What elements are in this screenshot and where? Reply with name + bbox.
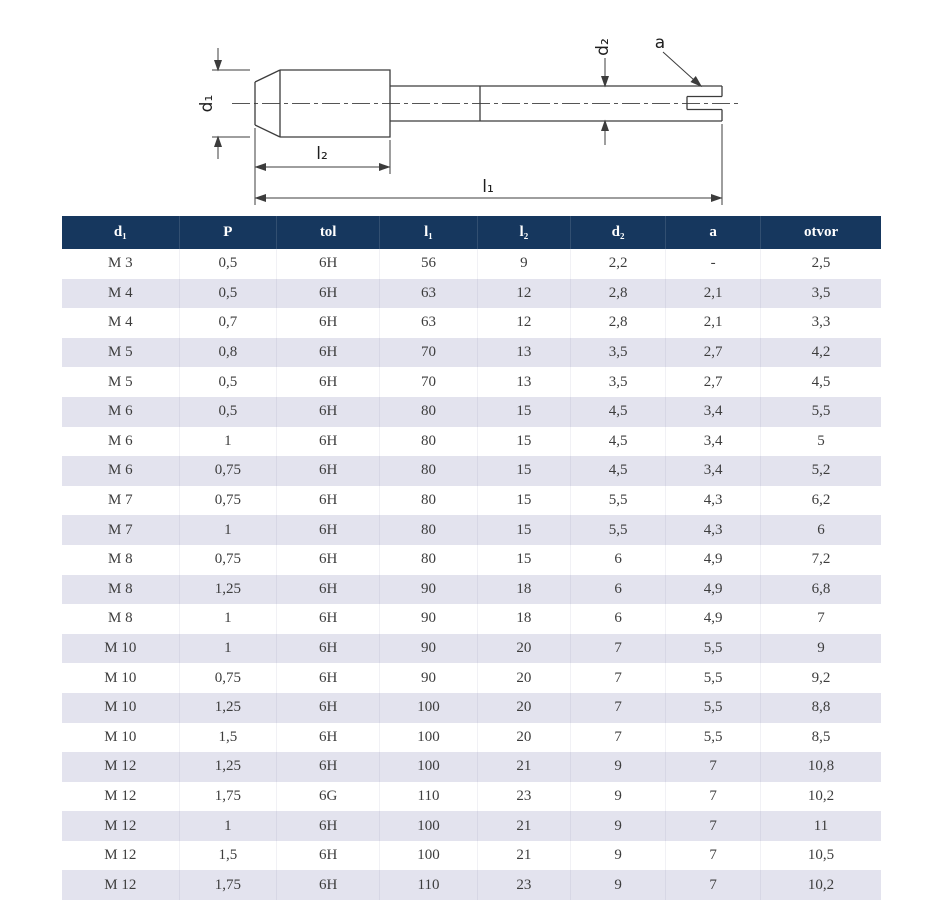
table-cell: M 7 [62, 486, 179, 516]
table-cell: M 12 [62, 841, 179, 871]
table-cell: 21 [477, 841, 570, 871]
table-cell: 1 [179, 515, 276, 545]
table-cell: 7 [666, 870, 761, 900]
table-cell: 20 [477, 693, 570, 723]
table-cell: 6H [277, 575, 380, 605]
table-row [62, 427, 881, 457]
table-cell: 3,4 [666, 456, 761, 486]
table-cell: 21 [477, 811, 570, 841]
table-cell: M 7 [62, 515, 179, 545]
table-cell: 20 [477, 634, 570, 664]
table-cell: 1 [179, 427, 276, 457]
table-cell: 10,2 [761, 782, 881, 812]
table-cell: 1,5 [179, 723, 276, 753]
table-cell: 12 [477, 279, 570, 309]
table-row [62, 456, 881, 486]
label-d1: d₁ [197, 94, 217, 113]
table-cell: 4,3 [666, 486, 761, 516]
table-cell: 18 [477, 575, 570, 605]
table-cell: M 10 [62, 663, 179, 693]
table-cell: 0,5 [179, 279, 276, 309]
table-cell: 21 [477, 752, 570, 782]
table-cell: 2,2 [571, 249, 666, 279]
table-cell: 70 [380, 367, 477, 397]
table-cell: 11 [761, 811, 881, 841]
table-cell: M 5 [62, 367, 179, 397]
table-cell: 10,2 [761, 870, 881, 900]
table-cell: 6H [277, 841, 380, 871]
table-cell: M 12 [62, 811, 179, 841]
table-cell: M 4 [62, 308, 179, 338]
table-cell: 6G [277, 782, 380, 812]
table-cell: 90 [380, 604, 477, 634]
table-cell: 5,5 [666, 663, 761, 693]
table-row [62, 397, 881, 427]
table-cell: M 8 [62, 575, 179, 605]
table-cell: 7 [666, 841, 761, 871]
table-cell: 6H [277, 515, 380, 545]
table-cell: M 6 [62, 427, 179, 457]
table-cell: 15 [477, 486, 570, 516]
table-cell: 3,5 [571, 367, 666, 397]
table-cell: 1,75 [179, 870, 276, 900]
table-cell: 2,7 [666, 338, 761, 368]
table-cell: M 10 [62, 693, 179, 723]
table-cell: 6 [761, 515, 881, 545]
table-cell: 10,5 [761, 841, 881, 871]
table-cell: 9 [571, 752, 666, 782]
technical-drawing [0, 0, 943, 212]
dimension-d2 [602, 58, 609, 145]
table-cell: 6H [277, 752, 380, 782]
table-cell: 63 [380, 279, 477, 309]
table-cell: 5,2 [761, 456, 881, 486]
table-cell: 4,3 [666, 515, 761, 545]
table-cell: M 10 [62, 723, 179, 753]
table-cell: 80 [380, 545, 477, 575]
table-cell: 10,8 [761, 752, 881, 782]
table-cell: 2,8 [571, 279, 666, 309]
table-cell: M 6 [62, 456, 179, 486]
table-cell: M 5 [62, 338, 179, 368]
table-cell: 4,2 [761, 338, 881, 368]
table-cell: 2,7 [666, 367, 761, 397]
table-cell: 7 [571, 693, 666, 723]
column-header-otvor: otvor [761, 216, 881, 249]
column-header-a: a [666, 216, 761, 249]
table-cell: 0,5 [179, 249, 276, 279]
table-cell: 6H [277, 367, 380, 397]
table-cell: 110 [380, 870, 477, 900]
column-header-l2: l₂ [477, 216, 570, 249]
table-cell: 1 [179, 811, 276, 841]
table-cell: 6H [277, 308, 380, 338]
table-cell: 3,5 [571, 338, 666, 368]
table-cell: 100 [380, 723, 477, 753]
table-cell: 6 [571, 604, 666, 634]
table-row [62, 279, 881, 309]
table-cell: 90 [380, 663, 477, 693]
specification-table [62, 216, 881, 900]
table-cell: 15 [477, 515, 570, 545]
table-cell: 1,5 [179, 841, 276, 871]
column-header-d2: d₂ [571, 216, 666, 249]
table-cell: 18 [477, 604, 570, 634]
tap-drawing-svg [0, 6, 943, 212]
table-cell: 2,1 [666, 308, 761, 338]
table-cell: 110 [380, 782, 477, 812]
table-cell: 5,5 [666, 723, 761, 753]
table-cell: 9 [571, 841, 666, 871]
table-cell: 90 [380, 634, 477, 664]
table-cell: 9 [477, 249, 570, 279]
table-cell: 9 [571, 782, 666, 812]
table-cell: 8,5 [761, 723, 881, 753]
table-cell: M 12 [62, 782, 179, 812]
table-row [62, 308, 881, 338]
table-cell: 63 [380, 308, 477, 338]
column-header-p: P [179, 216, 276, 249]
table-cell: 6H [277, 723, 380, 753]
table-row [62, 663, 881, 693]
table-cell: 56 [380, 249, 477, 279]
table-cell: 90 [380, 575, 477, 605]
table-cell: 4,9 [666, 545, 761, 575]
table-cell: 0,7 [179, 308, 276, 338]
table-cell: 7 [571, 723, 666, 753]
table-cell: 6H [277, 604, 380, 634]
table-header-row [62, 216, 881, 249]
table-cell: 4,5 [571, 427, 666, 457]
label-l2: l₂ [316, 144, 328, 164]
table-cell: 15 [477, 456, 570, 486]
table-row [62, 693, 881, 723]
table-row [62, 811, 881, 841]
table-cell: 6 [571, 575, 666, 605]
table-cell: 15 [477, 545, 570, 575]
table-cell: 80 [380, 427, 477, 457]
table-cell: 8,8 [761, 693, 881, 723]
table-cell: 3,3 [761, 308, 881, 338]
table-cell: 1,25 [179, 752, 276, 782]
table-cell: 100 [380, 811, 477, 841]
table-cell: 6H [277, 870, 380, 900]
table-cell: M 10 [62, 634, 179, 664]
table-cell: 1,25 [179, 575, 276, 605]
table-row [62, 338, 881, 368]
table-cell: 4,9 [666, 604, 761, 634]
table-cell: 20 [477, 663, 570, 693]
table-cell: 3,4 [666, 427, 761, 457]
table-cell: 80 [380, 515, 477, 545]
table-cell: 5,5 [666, 634, 761, 664]
table-row [62, 634, 881, 664]
table-row [62, 545, 881, 575]
table-row [62, 575, 881, 605]
table-cell: 9 [571, 870, 666, 900]
column-header-tol: tol [277, 216, 380, 249]
table-cell: 0,75 [179, 663, 276, 693]
table-cell: 7 [666, 811, 761, 841]
table-cell: 7 [666, 782, 761, 812]
table-cell: M 3 [62, 249, 179, 279]
table-cell: 1 [179, 604, 276, 634]
table-cell: 15 [477, 427, 570, 457]
table-cell: 100 [380, 841, 477, 871]
table-cell: 23 [477, 782, 570, 812]
table-cell: 6H [277, 427, 380, 457]
table-cell: 80 [380, 486, 477, 516]
callout-a [663, 52, 701, 86]
table-row [62, 782, 881, 812]
table-cell: 6H [277, 249, 380, 279]
table-cell: 5,5 [761, 397, 881, 427]
table-cell: 0,5 [179, 397, 276, 427]
table-cell: 4,5 [571, 456, 666, 486]
table-row [62, 486, 881, 516]
table-cell: 6H [277, 663, 380, 693]
table-row [62, 604, 881, 634]
column-header-l1: l₁ [380, 216, 477, 249]
table-cell: 100 [380, 752, 477, 782]
column-header-d1: d₁ [62, 216, 179, 249]
label-l1: l₁ [482, 177, 494, 197]
table-cell: 13 [477, 338, 570, 368]
table-cell: 3,4 [666, 397, 761, 427]
table-body [62, 249, 881, 900]
table-cell: M 4 [62, 279, 179, 309]
table-cell: 6H [277, 279, 380, 309]
table-cell: 23 [477, 870, 570, 900]
table-cell: 0,75 [179, 486, 276, 516]
table-cell: 6,8 [761, 575, 881, 605]
table-cell: 7,2 [761, 545, 881, 575]
table-row [62, 515, 881, 545]
table-cell: 9 [761, 634, 881, 664]
table-row [62, 723, 881, 753]
table-cell: 0,75 [179, 456, 276, 486]
table-cell: 1 [179, 634, 276, 664]
table-cell: 4,5 [761, 367, 881, 397]
table-cell: 13 [477, 367, 570, 397]
table-cell: 9 [571, 811, 666, 841]
table-cell: 1,75 [179, 782, 276, 812]
label-d2: d₂ [593, 38, 613, 56]
table-cell: 70 [380, 338, 477, 368]
table-cell: 6H [277, 811, 380, 841]
table-cell: 9,2 [761, 663, 881, 693]
table-cell: M 6 [62, 397, 179, 427]
table-cell: 7 [571, 663, 666, 693]
table-cell: 20 [477, 723, 570, 753]
table-cell: 7 [666, 752, 761, 782]
table-cell: 15 [477, 397, 570, 427]
table-cell: - [666, 249, 761, 279]
table-row [62, 752, 881, 782]
table-cell: M 12 [62, 870, 179, 900]
table-cell: M 8 [62, 604, 179, 634]
table-cell: 6H [277, 634, 380, 664]
table-cell: 6 [571, 545, 666, 575]
table-cell: 5 [761, 427, 881, 457]
table-cell: 4,5 [571, 397, 666, 427]
table-cell: 6H [277, 397, 380, 427]
table-cell: 0,8 [179, 338, 276, 368]
table-cell: 80 [380, 456, 477, 486]
table-cell: 0,75 [179, 545, 276, 575]
table-cell: 0,5 [179, 367, 276, 397]
table-row [62, 841, 881, 871]
label-a: a [654, 33, 666, 53]
table-cell: 80 [380, 397, 477, 427]
table-row [62, 249, 881, 279]
table-cell: 2,8 [571, 308, 666, 338]
table-cell: 6H [277, 545, 380, 575]
table-cell: M 12 [62, 752, 179, 782]
table-cell: 2,1 [666, 279, 761, 309]
table-cell: 6H [277, 456, 380, 486]
table-row [62, 870, 881, 900]
table-cell: 7 [571, 634, 666, 664]
table-cell: 6H [277, 486, 380, 516]
table-cell: 4,9 [666, 575, 761, 605]
table-row [62, 367, 881, 397]
table-cell: 2,5 [761, 249, 881, 279]
table-cell: 7 [761, 604, 881, 634]
table-cell: 5,5 [666, 693, 761, 723]
table-cell: M 8 [62, 545, 179, 575]
table-cell: 6H [277, 693, 380, 723]
table-cell: 3,5 [761, 279, 881, 309]
table-cell: 5,5 [571, 515, 666, 545]
table-cell: 100 [380, 693, 477, 723]
table-cell: 1,25 [179, 693, 276, 723]
table-cell: 12 [477, 308, 570, 338]
table-cell: 6H [277, 338, 380, 368]
table-cell: 5,5 [571, 486, 666, 516]
table-cell: 6,2 [761, 486, 881, 516]
